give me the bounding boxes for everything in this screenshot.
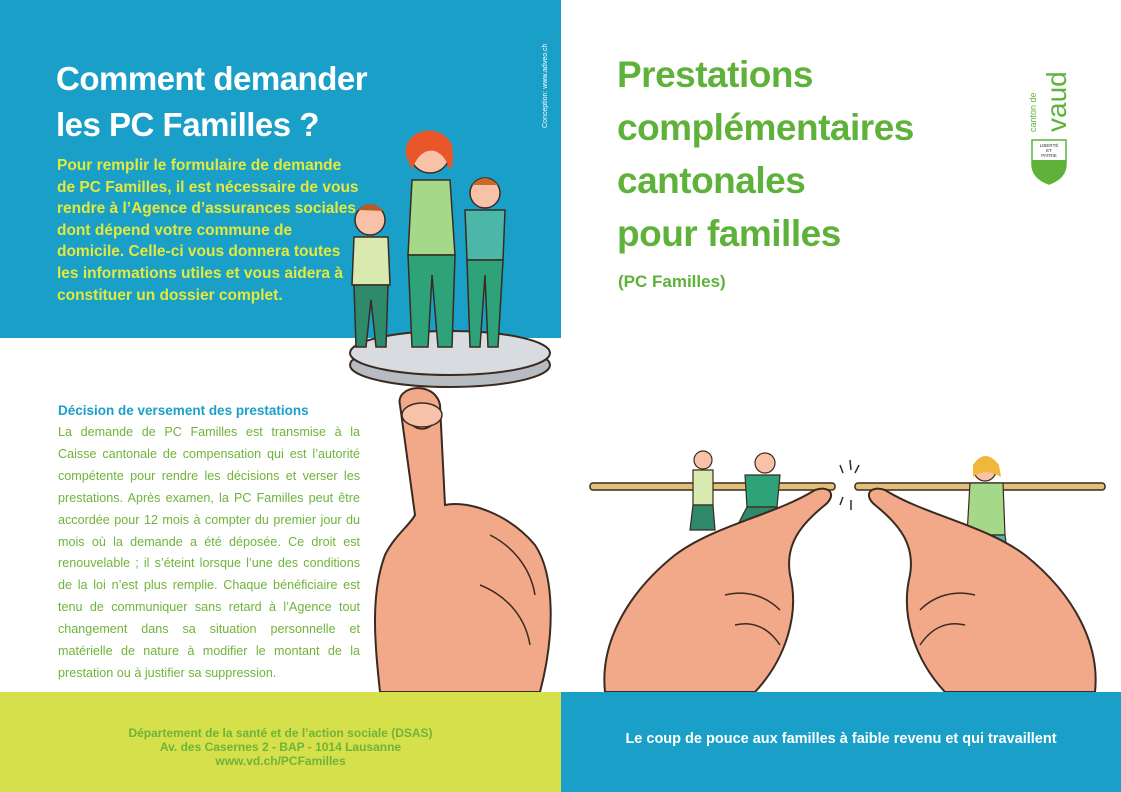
thumb-hands-family-illustration xyxy=(585,445,1115,692)
decision-heading: Décision de versement des prestations xyxy=(58,403,309,418)
credit-text: Conception: www.adveo.ch xyxy=(542,43,549,128)
vaud-shield-icon xyxy=(1032,140,1066,184)
website-link[interactable]: www.vd.ch/PCFamilles xyxy=(215,754,346,768)
logo-small-text: canton de xyxy=(1028,92,1038,132)
title-line: Prestations xyxy=(617,54,814,95)
decision-section xyxy=(58,403,360,685)
address-line: Av. des Casernes 2 - BAP - 1014 Lausanne xyxy=(159,740,402,754)
decision-body: La demande de PC Familles est transmise à la Caisse cantonale de compensation qui est l’autorité compétente pour rendre les décisions et verser les prestations. Après examen, la PC Familles peut être accordée pour 12 mois à compter du premier jour du mois où la demande a été déposée. Ce droit est renouvelable ; il s’éteint lorsque l’une des conditions de la loi n’est plus remplie. Chaque bénéficiaire est tenu de communiquer sans retard à l’Agence tout changement dans sa situation personnelle et matérielle de nature à modifier le montant de la prestation ou à justifier sa suppression. xyxy=(58,425,360,680)
shield-text: LIBERTÉ xyxy=(1039,143,1059,148)
intro-paragraph: Pour remplir le formulaire de demande de PC Familles, il est nécessaire de vous rendre à l’Agence d’assurances sociales dont dépend votre commune de domicile. Celle-ci vous donnera toutes les informations utiles et vous aidera à constituer un dossier complet. xyxy=(57,157,359,304)
page-title-right xyxy=(617,48,957,260)
family-on-coin-illustration xyxy=(340,125,570,692)
title-line: les PC Familles ? xyxy=(56,106,319,143)
tagline: Le coup de pouce aux familles à faible revenu et qui travaillent xyxy=(625,731,1057,747)
title-line: Comment demander xyxy=(56,60,368,97)
shield-text: PATRIE xyxy=(1041,153,1057,158)
title-line: pour familles xyxy=(617,213,841,254)
design-credit xyxy=(532,18,549,128)
vaud-logo xyxy=(1022,52,1074,187)
shield-text: ET xyxy=(1046,148,1052,153)
logo-big-text: vaud xyxy=(1041,71,1072,132)
subtitle: (PC Familles) xyxy=(618,272,726,291)
contact-address xyxy=(0,726,561,768)
address-line: Département de la santé et de l’action sociale (DSAS) xyxy=(128,726,433,740)
title-line: cantonales xyxy=(617,160,806,201)
title-line: complémentaires xyxy=(617,107,914,148)
